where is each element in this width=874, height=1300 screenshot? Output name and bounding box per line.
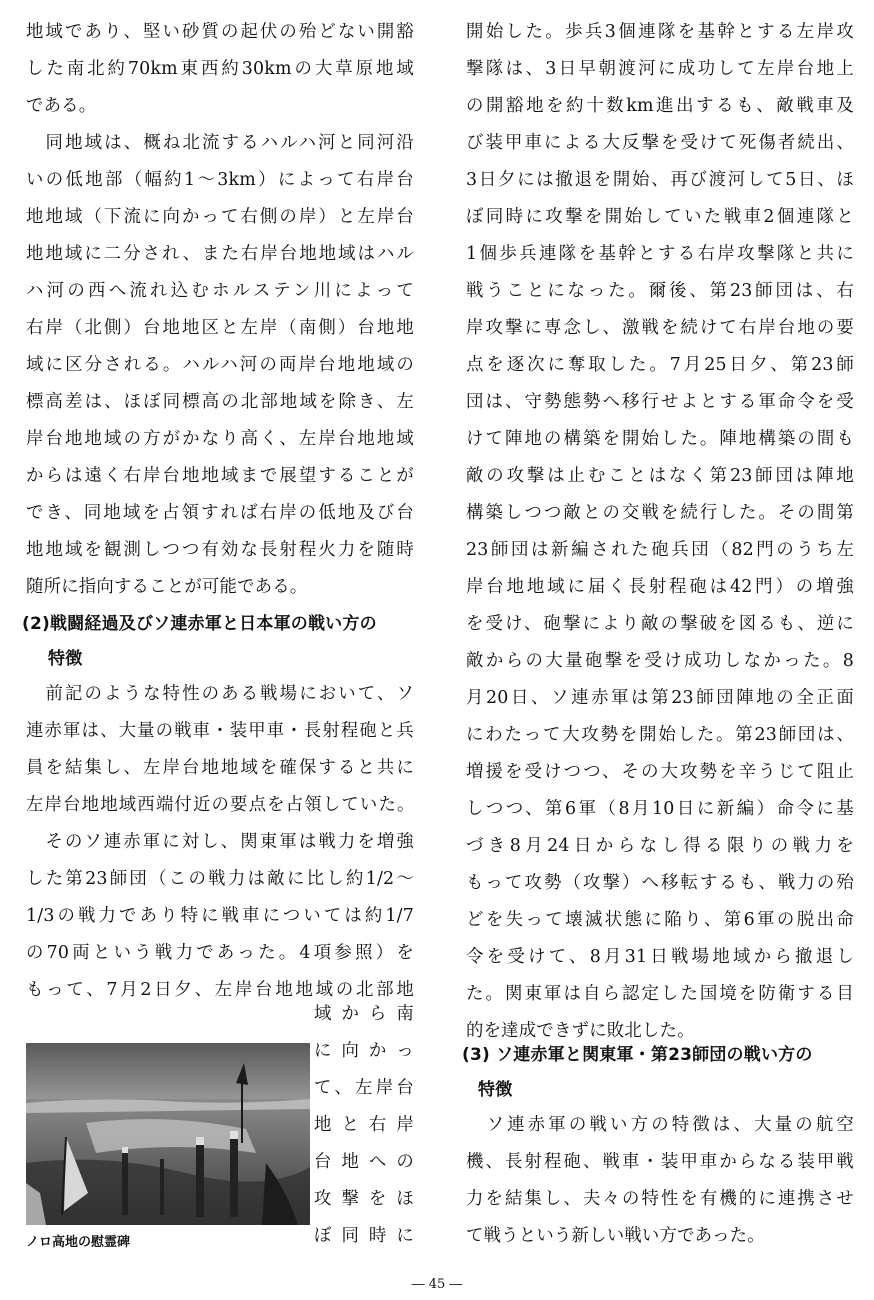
- body-line: 3日夕には撤退を開始、再び渡河して5日、ほ: [466, 170, 854, 190]
- body-line: からは遠く右岸台地地域まで展望することが: [26, 466, 414, 486]
- body-line: 1/3の戦力であり特に戦車については約1/7: [26, 906, 414, 926]
- section-heading: (3) ソ連赤軍と関東軍・第23師団の戦い方の: [462, 1045, 813, 1065]
- body-line: ハ河の西へ流れ込むホルステン川によって: [26, 281, 414, 301]
- body-line: 右岸（北側）台地地区と左岸（南側）台地地: [26, 318, 414, 338]
- body-line: て戦うという新しい戦い方であった。: [466, 1226, 765, 1246]
- body-line: そのソ連赤軍に対し、関東軍は戦力を増強: [26, 832, 414, 852]
- photo-caption: ノロ高地の慰霊碑: [26, 1235, 131, 1250]
- body-line: 連赤軍は、大量の戦車・装甲車・長射程砲と兵: [26, 721, 414, 741]
- body-line: 団は、守勢態勢へ移行せよとする軍命令を受: [466, 392, 854, 412]
- body-line: 点を逐次に奪取した。7月25日夕、第23師: [466, 355, 854, 375]
- body-line: 岸台地地域に届く長射程砲は42門）の増強: [466, 577, 854, 597]
- body-line: 前記のような特性のある戦場において、ソ: [26, 684, 414, 704]
- body-line: を受け、砲撃により敵の撃破を図るも、逆に: [466, 614, 854, 634]
- wrap-line: に向かっ: [314, 1041, 414, 1061]
- body-line: 開始した。歩兵3個連隊を基幹とする左岸攻: [466, 22, 854, 42]
- body-line: しつつ、第6軍（8月10日に新編）命令に基: [466, 799, 854, 819]
- body-line: び装甲車による大反撃を受けて死傷者続出、: [466, 133, 854, 153]
- body-line: 同地域は、概ね北流するハルハ河と同河沿: [26, 133, 414, 153]
- memorial-photo: [26, 1043, 310, 1225]
- body-line: もって、7月2日夕、左岸台地地域の北部地: [26, 980, 414, 1000]
- body-line: 地地域（下流に向かって右側の岸）と左岸台: [26, 207, 414, 227]
- body-line: した南北約70km東西約30kmの大草原地域: [26, 59, 414, 79]
- body-line: でき、同地域を占領すれば右岸の低地及び台: [26, 503, 414, 523]
- page-number: ― 45 ―: [411, 1277, 463, 1292]
- body-line: である。: [26, 96, 97, 116]
- body-line: 岸攻撃に専念し、激戦を続けて右岸台地の要: [466, 318, 854, 338]
- body-line: もって攻勢（攻撃）へ移転するも、戦力の殆: [466, 873, 854, 893]
- body-line: 増援を受けつつ、その大攻勢を辛うじて阻止: [466, 762, 854, 782]
- section-heading-cont: 特徴: [48, 649, 83, 669]
- body-line: 月20日、ソ連赤軍は第23師団陣地の全正面: [466, 688, 854, 708]
- body-line: の70両という戦力であった。4項参照）を: [26, 943, 414, 963]
- body-line: ぼ同時に攻撃を開始していた戦車2個連隊と: [466, 207, 854, 227]
- section-heading-cont: 特徴: [478, 1080, 513, 1100]
- body-line: 機、長射程砲、戦車・装甲車からなる装甲戦: [466, 1152, 854, 1172]
- wrap-line: 地と右岸: [314, 1115, 414, 1135]
- section-heading: (2)戦闘経過及びソ連赤軍と日本軍の戦い方の: [22, 614, 377, 634]
- wrap-line: 域から南: [314, 1004, 414, 1024]
- wrap-line: 台地への: [314, 1152, 414, 1172]
- body-line: 的を達成できずに敗北した。: [466, 1021, 695, 1041]
- body-line: けて陣地の構築を開始した。陣地構築の間も: [466, 429, 854, 449]
- body-line: 撃隊は、3日早朝渡河に成功して左岸台地上: [466, 59, 854, 79]
- body-line: 敵からの大量砲撃を受け成功しなかった。8: [466, 651, 854, 671]
- body-line: 令を受けて、8月31日戦場地域から撤退し: [466, 947, 854, 967]
- body-line: 標高差は、ほぼ同標高の北部地域を除き、左: [26, 392, 414, 412]
- body-line: 左岸台地地域西端付近の要点を占領していた。: [26, 795, 414, 815]
- body-line: 23師団は新編された砲兵団（82門のうち左: [466, 540, 854, 560]
- body-line: 力を結集し、夫々の特性を有機的に連携させ: [466, 1189, 854, 1209]
- body-line: 地地域に二分され、また右岸台地地域はハル: [26, 244, 414, 264]
- body-line: 戦うことになった。爾後、第23師団は、右: [466, 281, 854, 301]
- body-line: 員を結集し、左岸台地地域を確保すると共に: [26, 758, 414, 778]
- body-line: た。関東軍は自ら認定した国境を防衛する目: [466, 984, 854, 1004]
- body-line: した第23師団（この戦力は敵に比し約1/2～: [26, 869, 414, 889]
- body-line: 構築しつつ敵との交戦を続行した。その間第: [466, 503, 854, 523]
- body-line: にわたって大攻勢を開始した。第23師団は、: [466, 725, 854, 745]
- body-line: 地地域を観測しつつ有効な長射程火力を随時: [26, 540, 414, 560]
- body-line: 地域であり、堅い砂質の起伏の殆どない開豁: [26, 22, 414, 42]
- body-line: 敵の攻撃は止むことはなく第23師団は陣地: [466, 466, 854, 486]
- body-line: いの低地部（幅約1～3km）によって右岸台: [26, 170, 414, 190]
- body-line: 域に区分される。ハルハ河の両岸台地地域の: [26, 355, 414, 375]
- body-line: 随所に指向することが可能である。: [26, 577, 308, 597]
- wrap-line: ぼ同時に: [314, 1226, 414, 1246]
- body-line: の開豁地を約十数km進出するも、敵戦車及: [466, 96, 854, 116]
- wrap-line: 攻撃をほ: [314, 1189, 414, 1209]
- body-line: ソ連赤軍の戦い方の特徴は、大量の航空: [466, 1115, 854, 1135]
- body-line: 1個歩兵連隊を基幹とする右岸攻撃隊と共に: [466, 244, 854, 264]
- body-line: 岸台地地域の方がかなり高く、左岸台地地域: [26, 429, 414, 449]
- wrap-line: て、左岸台: [314, 1078, 414, 1098]
- body-line: どを失って壊滅状態に陥り、第6軍の脱出命: [466, 910, 854, 930]
- body-line: づき8月24日からなし得る限りの戦力を: [466, 836, 854, 856]
